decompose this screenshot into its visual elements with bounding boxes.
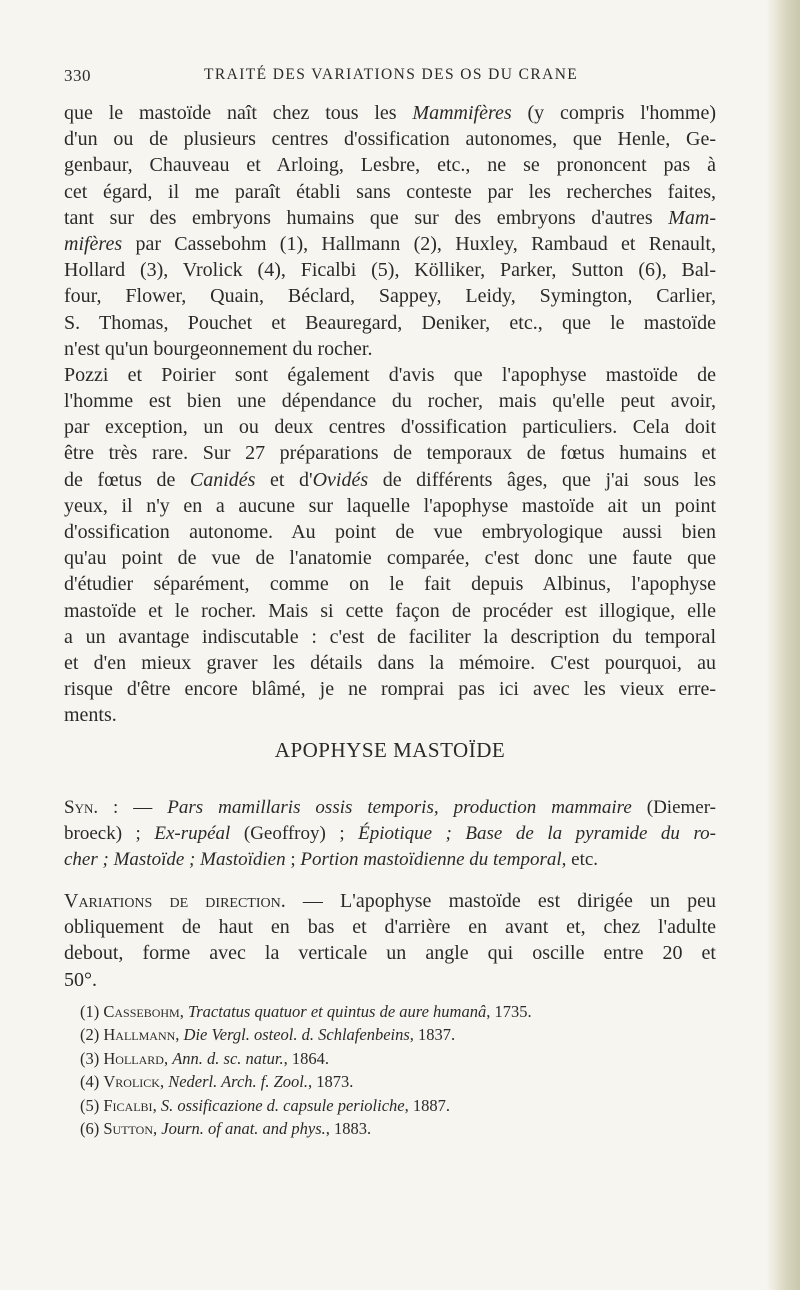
text-line: broeck) ; Ex-rupéal (Geoffroy) ; Épiotique ; Base de la pyramide du ro- bbox=[64, 823, 716, 845]
footnote-item: (4) Vrolick, Nederl. Arch. f. Zool., 1873. bbox=[80, 1072, 354, 1092]
variations-paragraph bbox=[64, 888, 716, 993]
text-line: d'étudier séparément, comme on le fait depuis Albinus, l'apophyse bbox=[64, 573, 716, 596]
text-line: Syn. : — Pars mamillaris ossis temporis, production mammaire (Diemer- bbox=[64, 797, 716, 818]
running-title: TRAITÉ DES VARIATIONS DES OS DU CRANE bbox=[204, 66, 579, 83]
page-number: 330 bbox=[64, 66, 91, 85]
main-text bbox=[64, 100, 716, 729]
text-line: cher ; Mastoïde ; Mastoïdien ; Portion mastoïdienne du temporal, etc. bbox=[64, 849, 599, 871]
text-line: debout, forme avec la verticale un angle qui oscille entre 20 et bbox=[64, 942, 716, 965]
text-line: Variations de direction. — L'apophyse mastoïde est dirigée un peu bbox=[64, 890, 717, 912]
text-line: par exception, un ou deux centres d'ossification particuliers. Cela doit bbox=[64, 416, 716, 439]
text-line: Hollard (3), Vrolick (4), Ficalbi (5), Kölliker, Parker, Sutton (6), Bal- bbox=[64, 259, 716, 282]
text-line: tant sur des embryons humains que sur des embryons d'autres Mam- bbox=[64, 206, 716, 229]
text-line: obliquement de haut en bas et d'arrière en avant et, chez l'adulte bbox=[64, 916, 716, 939]
text-line: mastoïde et le rocher. Mais si cette façon de procéder est illogique, elle bbox=[64, 599, 716, 622]
text-line: S. Thomas, Pouchet et Beauregard, Deniker, etc., que le mastoïde bbox=[64, 311, 716, 334]
section-title: APOPHYSE MASTOÏDE bbox=[274, 738, 506, 762]
text-line: n'est qu'un bourgeonnement du rocher. bbox=[64, 337, 373, 360]
text-line: d'ossification autonome. Au point de vue embryologique aussi bien bbox=[64, 521, 716, 543]
paragraph-1 bbox=[64, 100, 716, 362]
text-line: risque d'être encore blâmé, je ne romprai pas ici avec les vieux erre- bbox=[64, 678, 716, 701]
text-line: mifères par Cassebohm (1), Hallmann (2), Huxley, Rambaud et Renault, bbox=[64, 232, 716, 255]
footnotes bbox=[80, 1000, 710, 1140]
page-edge-shadow bbox=[766, 0, 800, 1290]
text-line: et d'en mieux graver les détails dans la mémoire. C'est pourquoi, au bbox=[64, 651, 716, 674]
footnote-item: (1) Cassebohm, Tractatus quatuor et quintus de aure humanâ, 1735. bbox=[80, 1002, 532, 1021]
page-header bbox=[64, 66, 714, 90]
text-line: être très rare. Sur 27 préparations de temporaux de fœtus humains et bbox=[64, 442, 716, 465]
text-line: l'homme est bien une dépendance du rocher, mais qu'elle peut avoir, bbox=[64, 390, 716, 413]
footnote-item: (2) Hallmann, Die Vergl. osteol. d. Schlafenbeins, 1837. bbox=[80, 1025, 456, 1045]
text-line: a un avantage indiscutable : c'est de faciliter la description du temporal bbox=[64, 625, 716, 648]
text-line: yeux, il n'y en a aucune sur laquelle l'apophyse mastoïde ait un point bbox=[64, 494, 716, 517]
text-line: ments. bbox=[64, 704, 117, 727]
paragraph-2 bbox=[64, 362, 716, 729]
text-line: de fœtus de Canidés et d'Ovidés de différents âges, que j'ai sous les bbox=[64, 468, 716, 491]
synonyms-paragraph bbox=[64, 794, 716, 873]
text-line: qu'au point de vue de l'anatomie comparée, c'est donc une faute que bbox=[64, 547, 716, 570]
text-line: cet égard, il me paraît établi sans conteste par les recherches faites, bbox=[64, 180, 716, 203]
footnote-item: (3) Hollard, Ann. d. sc. natur., 1864. bbox=[80, 1048, 329, 1068]
text-line: que le mastoïde naît chez tous les Mammifères (y compris l'homme) bbox=[64, 102, 717, 124]
text-line: d'un ou de plusieurs centres d'ossification autonomes, que Henle, Ge- bbox=[64, 128, 716, 151]
text-line: Pozzi et Poirier sont également d'avis que l'apophyse mastoïde de bbox=[64, 363, 716, 386]
text-line: genbaur, Chauveau et Arloing, Lesbre, etc., ne se prononcent pas à bbox=[64, 154, 716, 177]
footnote-item: (5) Ficalbi, S. ossificazione d. capsule perioliche, 1887. bbox=[80, 1095, 450, 1115]
text-line: 50°. bbox=[64, 968, 97, 991]
footnote-item: (6) Sutton, Journ. of anat. and phys., 1883. bbox=[80, 1119, 372, 1139]
text-line: four, Flower, Quain, Béclard, Sappey, Leidy, Symington, Carlier, bbox=[64, 285, 716, 308]
